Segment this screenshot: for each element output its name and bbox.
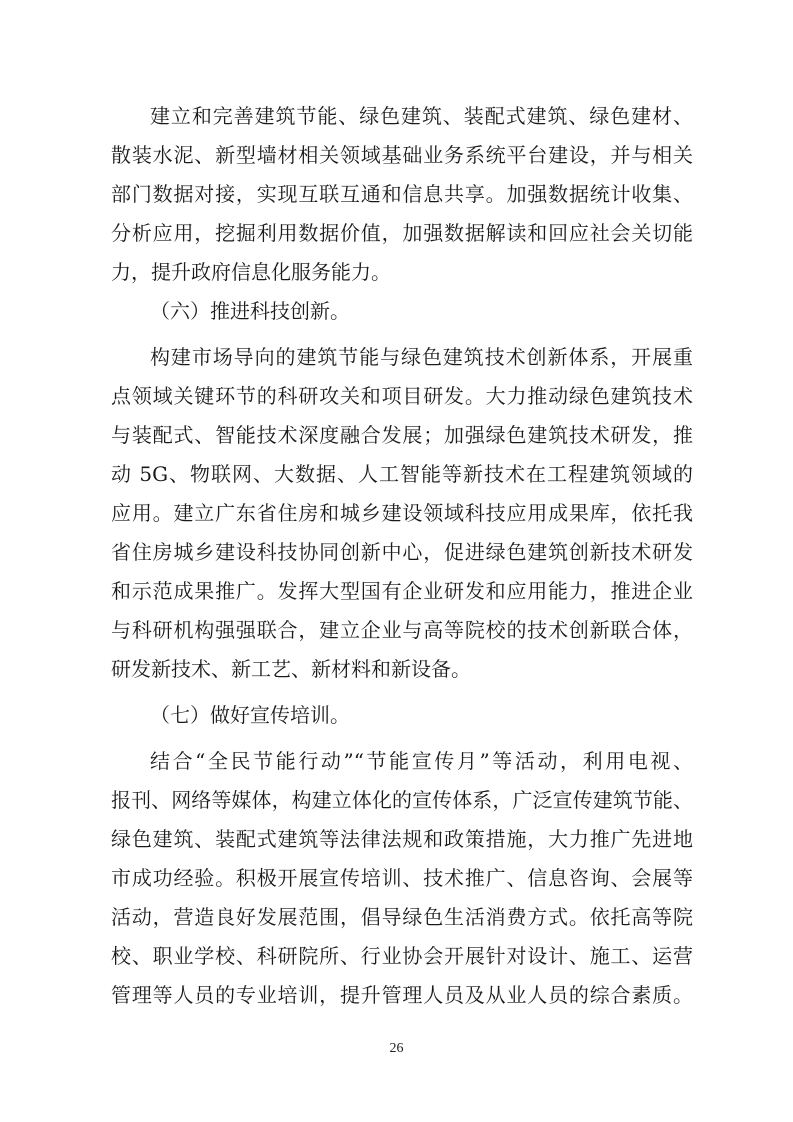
paragraph-3-line: 绿色建筑、装配式建筑等法律法规和政策措施，大力推广先进地 <box>111 827 693 851</box>
section-heading-7: （七）做好宣传培训。 <box>150 703 350 727</box>
paragraph-3-line: 结合“全民节能行动”“节能宣传月”等活动，利用电视、 <box>150 749 693 773</box>
paragraph-1-line: 力，提升政府信息化服务能力。 <box>111 260 391 284</box>
section-heading-6: （六）推进科技创新。 <box>150 299 350 323</box>
paragraph-2-line: 与科研机构强强联合，建立企业与高等院校的技术创新联合体， <box>111 618 693 642</box>
paragraph-1-line: 部门数据对接，实现互联互通和信息共享。加强数据统计收集、 <box>111 182 693 206</box>
paragraph-1-line: 建立和完善建筑节能、绿色建筑、装配式建筑、绿色建材、 <box>150 104 693 128</box>
paragraph-1-line: 散装水泥、新型墙材相关领域基础业务系统平台建设，并与相关 <box>111 143 693 167</box>
paragraph-2-line: 构建市场导向的建筑节能与绿色建筑技术创新体系，开展重 <box>150 345 693 369</box>
page-number: 26 <box>389 1041 404 1056</box>
paragraph-1-line: 分析应用，挖掘利用数据价值，加强数据解读和回应社会关切能 <box>111 221 693 245</box>
paragraph-3-line: 市成功经验。积极开展宣传培训、技术推广、信息咨询、会展等 <box>111 866 693 890</box>
paragraph-2-line: 和示范成果推广。发挥大型国有企业研发和应用能力，推进企业 <box>111 579 693 603</box>
paragraph-2-line: 应用。建立广东省住房和城乡建设领域科技应用成果库，依托我 <box>111 501 693 525</box>
paragraph-2-line: 省住房城乡建设科技协同创新中心，促进绿色建筑创新技术研发 <box>111 540 693 564</box>
paragraph-3-line: 校、职业学校、科研院所、行业协会开展针对设计、施工、运营 <box>111 944 693 968</box>
paragraph-2-line: 点领域关键环节的科研攻关和项目研发。大力推动绿色建筑技术 <box>111 384 693 408</box>
paragraph-2-line: 动 5G、物联网、大数据、人工智能等新技术在工程建筑领域的 <box>111 462 693 486</box>
paragraph-3-line: 管理等人员的专业培训，提升管理人员及从业人员的综合素质。 <box>111 983 693 1007</box>
paragraph-2-line: 研发新技术、新工艺、新材料和新设备。 <box>111 657 471 681</box>
paragraph-2-line: 与装配式、智能技术深度融合发展；加强绿色建筑技术研发，推 <box>111 423 693 447</box>
paragraph-3-line: 报刊、网络等媒体，构建立体化的宣传体系，广泛宣传建筑节能、 <box>111 788 693 812</box>
paragraph-3-line: 活动，营造良好发展范围，倡导绿色生活消费方式。依托高等院 <box>111 905 693 929</box>
